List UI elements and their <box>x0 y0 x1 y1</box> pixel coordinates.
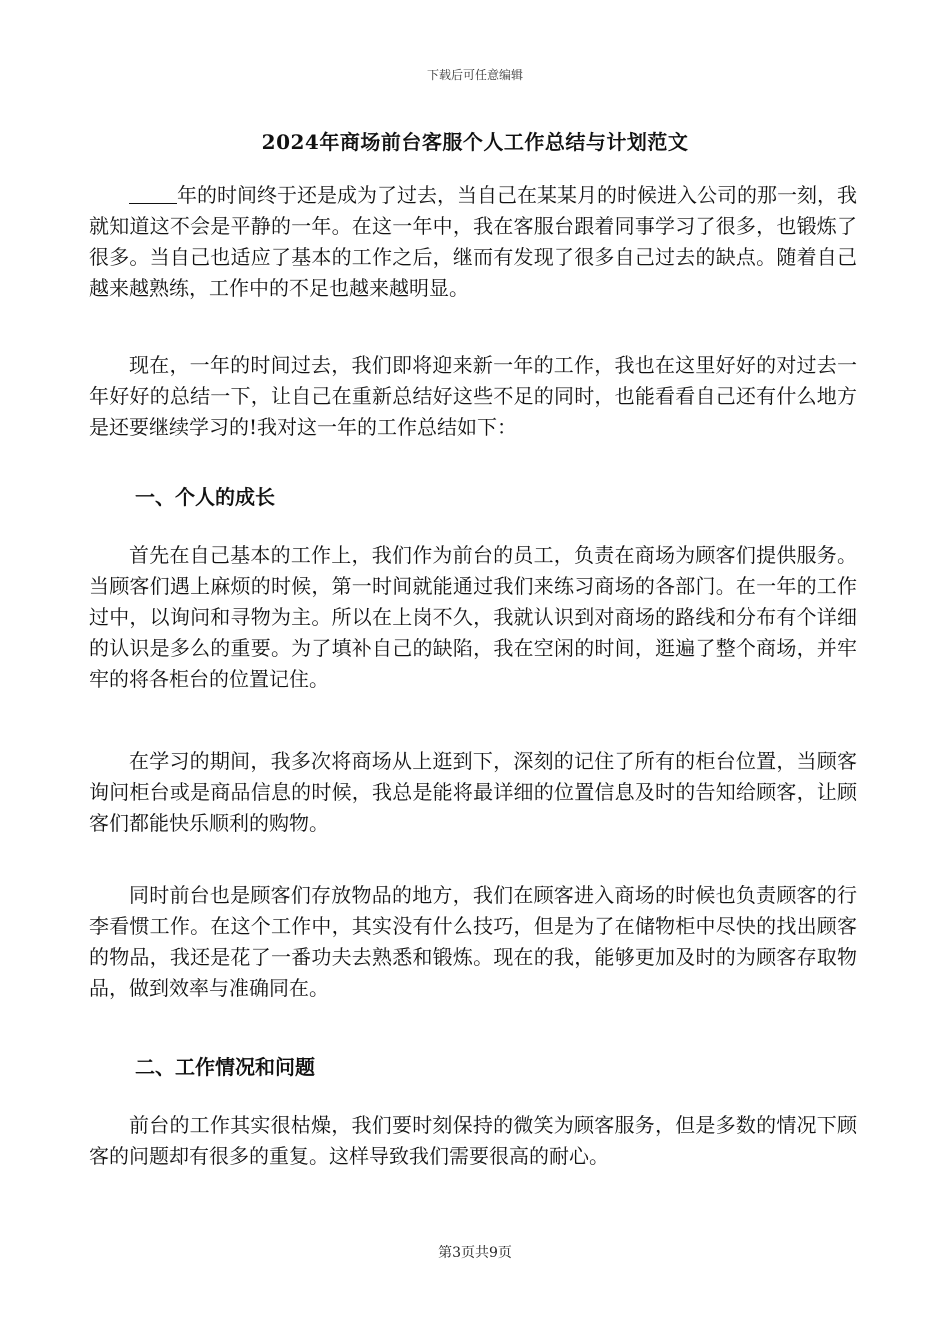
paragraph-intro-text: 年的时间终于还是成为了过去，当自己在某某月的时候进入公司的那一刻，我就知道这不会是平静的一年。在这一年中，我在客服台跟着同事学习了很多，也锻炼了很多。当自己也适应了基本的工作之后，继而有发现了很多自己过去的缺点。随着自己越来越熟练，工作中的不足也越来越明显。 <box>89 183 857 300</box>
paragraph-intro <box>89 180 857 304</box>
document-title: 2024年商场前台客服个人工作总结与计划范文 <box>261 130 689 154</box>
paragraph-storage-service: 同时前台也是顾客们存放物品的地方，我们在顾客进入商场的时候也负责顾客的行李看惯工作。在这个工作中，其实没有什么技巧，但是为了在储物柜中尽快的找出顾客的物品，我还是花了一番功夫去熟悉和锻炼。现在的我，能够更加及时的为顾客存取物品，做到效率与准确同在。 <box>89 883 857 1000</box>
paragraph-learning-period: 在学习的期间，我多次将商场从上逛到下，深刻的记住了所有的柜台位置，当顾客询问柜台或是商品信息的时候，我总是能将最详细的位置信息及时的告知给顾客，让顾客们都能快乐顺利的购物。 <box>89 749 857 835</box>
fill-in-blank <box>129 183 177 204</box>
section-heading-work-issues: 二、工作情况和问题 <box>135 1055 315 1079</box>
paragraph-summary-intro: 现在，一年的时间过去，我们即将迎来新一年的工作，我也在这里好好的对过去一年好好的总结一下，让自己在重新总结好这些不足的同时，也能看看自己还有什么地方是还要继续学习的!我对这一年的工作总结如下： <box>89 353 857 439</box>
section-heading-personal-growth: 一、个人的成长 <box>135 485 275 509</box>
paragraph-front-desk-work: 前台的工作其实很枯燥，我们要时刻保持的微笑为顾客服务，但是多数的情况下顾客的问题却有很多的重复。这样导致我们需要很高的耐心。 <box>89 1113 857 1168</box>
paragraph-basic-work: 首先在自己基本的工作上，我们作为前台的员工，负责在商场为顾客们提供服务。当顾客们遇上麻烦的时候，第一时间就能通过我们来练习商场的各部门。在一年的工作过中，以询问和寻物为主。所以在上岗不久，我就认识到对商场的路线和分布有个详细的认识是多么的重要。为了填补自己的缺陷，我在空闲的时间，逛遍了整个商场，并牢牢的将各柜台的位置记住。 <box>89 543 857 691</box>
page-header-note: 下载后可任意编辑 <box>426 68 523 82</box>
page-number-footer: 第3页共9页 <box>438 1245 512 1261</box>
